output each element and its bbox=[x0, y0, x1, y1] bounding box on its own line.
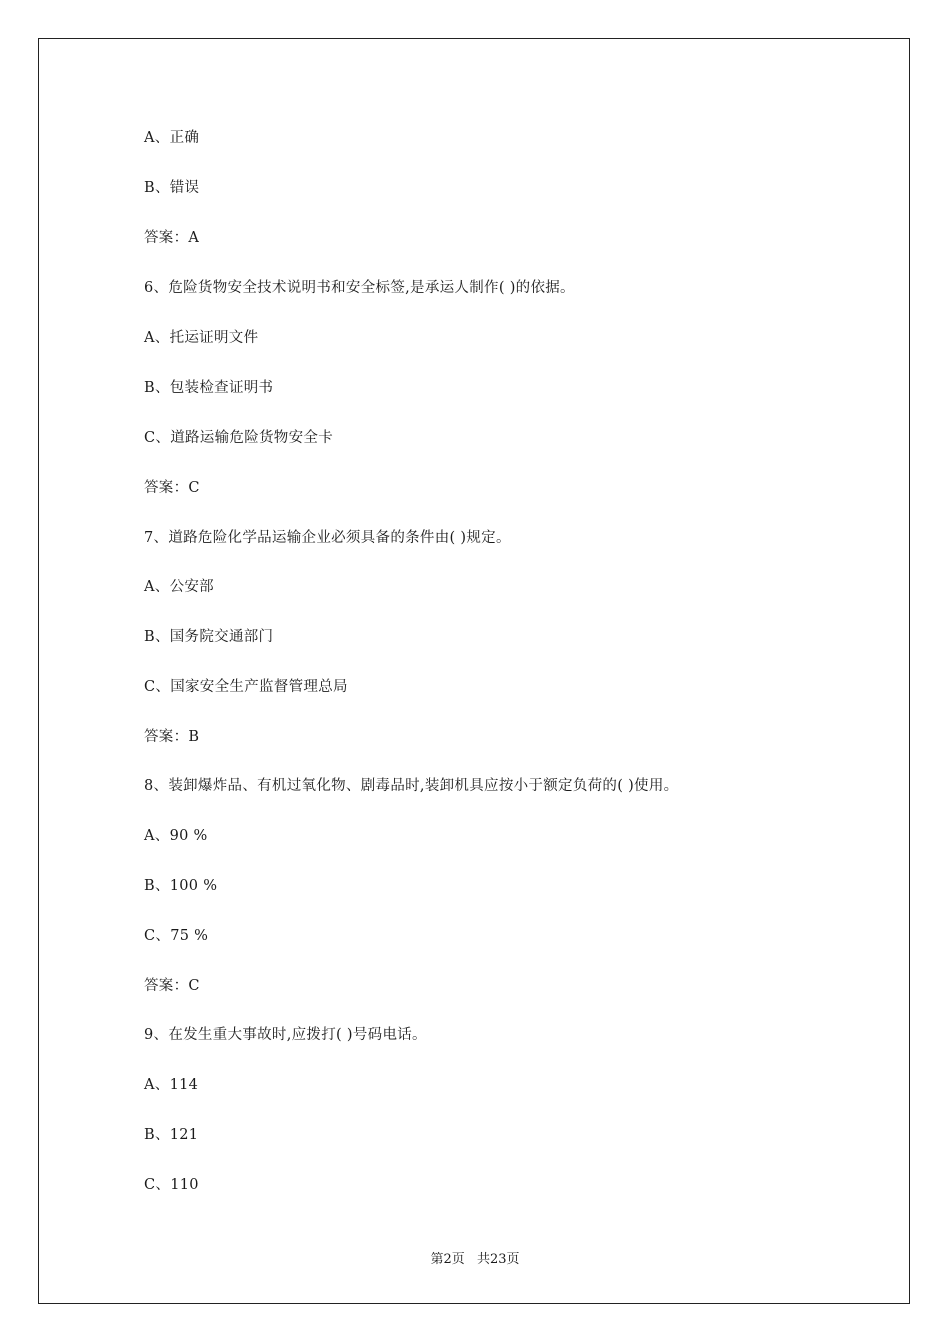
option-line: B、包装检查证明书 bbox=[144, 380, 274, 396]
option-line: C、75 % bbox=[144, 928, 209, 944]
option-line: B、121 bbox=[144, 1127, 199, 1143]
option-line: C、道路运输危险货物安全卡 bbox=[144, 430, 333, 446]
page-number: 第2页 bbox=[430, 1252, 465, 1267]
answer-line: 答案：B bbox=[144, 729, 200, 745]
question-line: 6、危险货物安全技术说明书和安全标签,是承运人制作( )的依据。 bbox=[144, 280, 575, 296]
answer-line: 答案：C bbox=[144, 978, 200, 994]
page-footer bbox=[0, 1248, 950, 1267]
page-total: 共23页 bbox=[476, 1252, 520, 1267]
option-line: A、公安部 bbox=[144, 579, 214, 595]
answer-line: 答案：C bbox=[144, 480, 200, 496]
option-line: A、正确 bbox=[144, 130, 200, 146]
option-line: B、国务院交通部门 bbox=[144, 629, 274, 645]
option-line: C、110 bbox=[144, 1177, 199, 1193]
option-line: B、错误 bbox=[144, 180, 200, 196]
question-line: 8、装卸爆炸品、有机过氧化物、剧毒品时,装卸机具应按小于额定负荷的( )使用。 bbox=[144, 778, 679, 794]
option-line: A、托运证明文件 bbox=[144, 330, 259, 346]
question-line: 7、道路危险化学品运输企业必须具备的条件由( )规定。 bbox=[144, 530, 511, 546]
option-line: A、114 bbox=[144, 1077, 199, 1093]
answer-line: 答案：A bbox=[144, 230, 200, 246]
option-line: C、国家安全生产监督管理总局 bbox=[144, 679, 348, 695]
option-line: B、100 % bbox=[144, 878, 218, 894]
question-line: 9、在发生重大事故时,应拨打( )号码电话。 bbox=[144, 1027, 427, 1043]
option-line: A、90 % bbox=[144, 828, 208, 844]
